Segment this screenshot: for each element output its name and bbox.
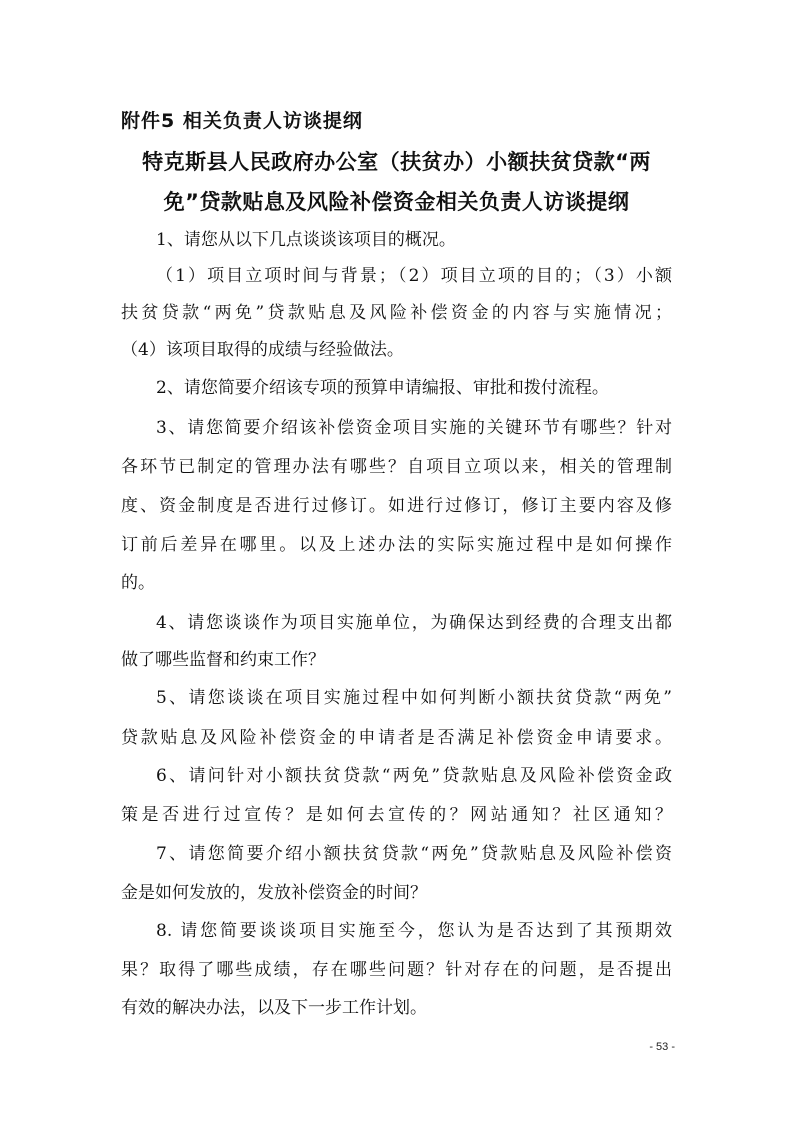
question-2-line-1: 2、请您简要介绍该专项的预算申请编报、审批和拨付流程。 xyxy=(156,378,609,398)
question-3-line-5: 的。 xyxy=(121,573,155,593)
question-8-line-2: 果？取得了哪些成绩，存在哪些问题？针对存在的问题，是否提出 xyxy=(121,960,672,980)
attachment-label: 附件5 相关负责人访谈提纲 xyxy=(121,110,363,132)
question-1-line-1: 1、请您从以下几点谈谈该项目的概况。 xyxy=(156,230,456,250)
question-6-line-1: 6、请问针对小额扶贫贷款“两免”贷款贴息及风险补偿资金政 xyxy=(156,766,672,786)
document-title-line-2: 免”贷款贴息及风险补偿资金相关负责人访谈提纲 xyxy=(163,190,630,214)
question-8-line-1: 8. 请您简要谈谈项目实施至今，您认为是否达到了其预期效 xyxy=(156,921,672,941)
question-4-line-1: 4、请您谈谈作为项目实施单位，为确保达到经费的合理支出都 xyxy=(156,613,672,633)
question-7-line-2: 金是如何发放的，发放补偿资金的时间？ xyxy=(121,883,427,903)
question-1-line-4: （4）该项目取得的成绩与经验做法。 xyxy=(121,340,404,360)
question-5-line-2: 贷款贴息及风险补偿资金的申请者是否满足补偿资金申请要求。 xyxy=(121,728,672,748)
question-1-line-3: 扶贫贷款“两免”贷款贴息及风险补偿资金的内容与实施情况； xyxy=(121,303,672,323)
question-1-line-2: （1）项目立项时间与背景；（2）项目立项的目的；（3）小额 xyxy=(156,266,672,286)
question-3-line-3: 度、资金制度是否进行过修订。如进行过修订，修订主要内容及修 xyxy=(121,496,672,516)
question-6-line-2: 策是否进行过宣传？是如何去宣传的？网站通知？社区通知？ xyxy=(121,805,672,825)
question-7-line-1: 7、请您简要介绍小额扶贫贷款“两免”贷款贴息及风险补偿资 xyxy=(156,844,672,864)
question-3-line-4: 订前后差异在哪里。以及上述办法的实际实施过程中是如何操作 xyxy=(121,535,672,555)
question-3-line-2: 各环节已制定的管理办法有哪些？自项目立项以来，相关的管理制 xyxy=(121,457,672,477)
question-8-line-3: 有效的解决办法，以及下一步工作计划。 xyxy=(121,998,427,1018)
question-5-line-1: 5、请您谈谈在项目实施过程中如何判断小额扶贫贷款“两免” xyxy=(156,688,672,708)
document-title-line-1: 特克斯县人民政府办公室（扶贫办）小额扶贫贷款“两 xyxy=(142,150,651,174)
question-4-line-2: 做了哪些监督和约束工作？ xyxy=(121,650,325,670)
question-3-line-1: 3、请您简要介绍该补偿资金项目实施的关键环节有哪些？针对 xyxy=(156,418,672,438)
page-number: - 53 - xyxy=(649,1041,675,1053)
